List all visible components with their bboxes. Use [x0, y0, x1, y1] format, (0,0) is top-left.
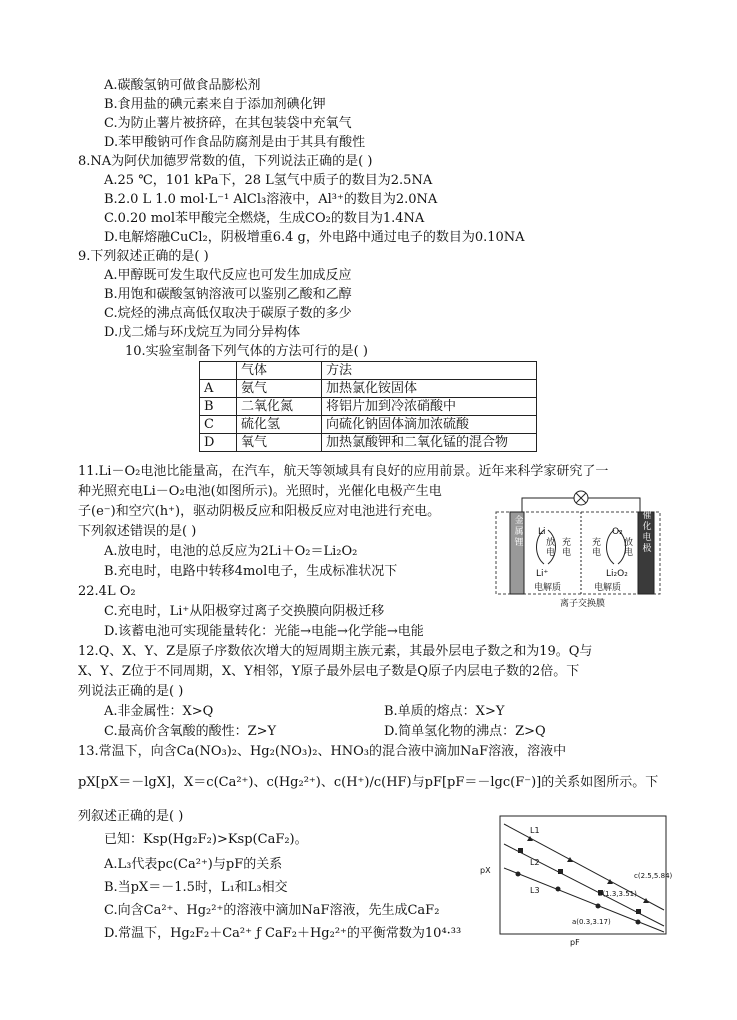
q13-stem-line-3: 列叙述正确的是( )	[78, 809, 184, 824]
q12-stem-line-3: 列说法正确的是( )	[78, 684, 184, 699]
table-cell: 氨气	[237, 380, 322, 398]
q8-option-a: A.25 ℃，101 kPa下，28 L氢气中质子的数目为2.5NA	[104, 173, 433, 188]
o2-label: O₂	[612, 527, 623, 537]
point-b-label: b(1.3,3.51)	[598, 890, 637, 898]
label-l2: L2	[530, 858, 540, 867]
left-ion-label: Li	[538, 527, 546, 537]
discharge-label-left: 放电	[546, 538, 556, 558]
q7-option-a: A.碳酸氢钠可做食品膨松剂	[104, 78, 261, 93]
q9-option-c: C.烷烃的沸点高低仅取决于碳原子数的多少	[104, 306, 352, 321]
table-cell: 将铝片加到冷浓硝酸中	[322, 398, 537, 416]
q13-option-d: D.常温下，Hg₂F₂＋Ca²⁺ ƒ CaF₂＋Hg₂²⁺的平衡常数为10⁴·³³	[104, 926, 462, 941]
table-row	[200, 398, 537, 416]
table-cell: D	[200, 434, 237, 452]
q8-stem: 8.NA为阿伏加德罗常数的值，下列说法正确的是( )	[78, 154, 373, 169]
q7-option-c: C.为防止薯片被挤碎，在其包装袋中充氧气	[104, 116, 352, 131]
table-cell: 硫化氢	[237, 416, 322, 434]
label-l3: L3	[530, 886, 540, 895]
q7-option-d: D.苯甲酸钠可作食品防腐剂是由于其具有酸性	[104, 135, 366, 150]
table-cell: 气体	[237, 362, 322, 380]
q11-stem-line-4: 下列叙述错误的是( )	[78, 524, 197, 539]
membrane-label: 离子交换膜	[560, 599, 606, 609]
table-row	[200, 416, 537, 434]
li2o2-label: Li₂O₂	[606, 569, 628, 579]
q10-table	[199, 361, 537, 452]
table-cell: 方法	[322, 362, 537, 380]
q11-stem-line-3: 子(e⁻)和空穴(h⁺)，驱动阴极反应和阳极反应对电池进行充电。	[78, 504, 441, 519]
q11-stem-line-1: 11.Li－O₂电池比能量高，在汽车，航天等领域具有良好的应用前景。近年来科学家研究了一	[78, 464, 609, 479]
table-header-row	[200, 362, 537, 380]
q12-option-b: B.单质的熔点：X>Y	[384, 704, 505, 719]
q11-stem-line-2: 种光照充电Li－O₂电池(如图所示)。光照时，光催化电极产生电	[78, 484, 442, 499]
table-cell: 加热氯化铵固体	[322, 380, 537, 398]
point-a-label: a(0.3,3.17)	[572, 918, 611, 926]
table-row	[200, 380, 537, 398]
q11-option-d: D.该蓄电池可实现能量转化：光能→电能→化学能→电能	[104, 624, 424, 639]
q11-option-c: C.充电时，Li⁺从阳极穿过离子交换膜向阴极迁移	[104, 604, 385, 619]
q13-option-a: A.L₃代表pc(Ca²⁺)与pF的关系	[104, 857, 283, 872]
q12-stem-line-1: 12.Q、X、Y、Z是原子序数依次增大的短周期主族元素，其最外层电子数之和为19。Q与	[78, 644, 593, 659]
graph-ylabel: pX	[480, 866, 491, 875]
discharge-label-right: 放电	[624, 538, 634, 558]
q9-option-d: D.戊二烯与环戊烷互为同分异构体	[104, 325, 301, 340]
q12-option-a: A.非金属性：X>Q	[104, 704, 214, 719]
q13-stem-line-2: pX[pX＝－lgX]，X＝c(Ca²⁺)、c(Hg₂²⁺)、c(H⁺)/c(HF)与pF[pF＝－lgc(F⁻)]的关系如图所示。下	[78, 775, 659, 790]
q8-option-b: B.2.0 L 1.0 mol·L⁻¹ AlCl₃溶液中，Al³⁺的数目为2.0NA	[104, 192, 438, 207]
q13-stem-line-1: 13.常温下，向含Ca(NO₃)₂、Hg₂(NO₃)₂、HNO₃的混合液中滴加NaF溶液，溶液中	[78, 744, 567, 759]
electrolyte-right-label: 电解质	[594, 583, 622, 593]
q9-stem: 9.下列叙述正确的是( )	[78, 249, 209, 264]
table-cell: 加热氯酸钾和二氧化锰的混合物	[322, 434, 537, 452]
table-row	[200, 434, 537, 452]
point-c-label: c(2.5,5.84)	[634, 872, 673, 880]
table-cell: B	[200, 398, 237, 416]
table-cell: C	[200, 416, 237, 434]
right-electrode-label: 光催化电极	[642, 500, 652, 554]
q12-option-c: C.最高价含氧酸的酸性：Z>Y	[104, 724, 277, 739]
table-cell: A	[200, 380, 237, 398]
table-cell: 氧气	[237, 434, 322, 452]
charge-label-right: 充电	[592, 538, 602, 558]
q13-option-b: B.当pX＝－1.5时，L₁和L₃相交	[104, 880, 288, 895]
left-electrode-label: 金属锂	[514, 516, 524, 548]
table-cell: 二氧化氮	[237, 398, 322, 416]
table-cell: 向硫化钠固体滴加浓硫酸	[322, 416, 537, 434]
electrolyte-left-label: 电解质	[534, 583, 562, 593]
q8-option-d: D.电解熔融CuCl₂，阴极增重6.4 g，外电路中通过电子的数目为0.10NA	[104, 230, 525, 245]
q11-option-b: B.充电时，电路中转移4mol电子，生成标准状况下	[104, 564, 398, 579]
q12-stem-line-2: X、Y、Z位于不同周期，X、Y相邻，Y原子最外层电子数是Q原子内层电子数的2倍。下	[78, 664, 580, 679]
q13-option-c: C.向含Ca²⁺、Hg₂²⁺的溶液中滴加NaF溶液，先生成CaF₂	[104, 903, 440, 918]
q9-option-b: B.用饱和碳酸氢钠溶液可以鉴别乙酸和乙醇	[104, 287, 352, 302]
graph-xlabel: pF	[570, 938, 580, 947]
q11-option-a: A.放电时，电池的总反应为2Li＋O₂＝Li₂O₂	[104, 544, 358, 559]
label-l1: L1	[530, 826, 540, 835]
q8-option-c: C.0.20 mol苯甲酸完全燃烧，生成CO₂的数目为1.4NA	[104, 211, 425, 226]
q13-known: 已知：Ksp(Hg₂F₂)>Ksp(CaF₂)。	[104, 832, 308, 847]
charge-label-left: 充电	[562, 538, 572, 558]
q7-option-b: B.食用盐的碘元素来自于添加剂碘化钾	[104, 97, 326, 112]
q12-option-d: D.简单氢化物的沸点：Z>Q	[384, 724, 546, 739]
q9-option-a: A.甲醇既可发生取代反应也可发生加成反应	[104, 268, 352, 283]
table-cell	[200, 362, 237, 380]
q11-option-b-cont: 22.4L O₂	[78, 584, 136, 599]
left-ion2-label: Li⁺	[536, 569, 549, 579]
q10-stem: 10.实验室制备下列气体的方法可行的是( )	[125, 344, 368, 359]
